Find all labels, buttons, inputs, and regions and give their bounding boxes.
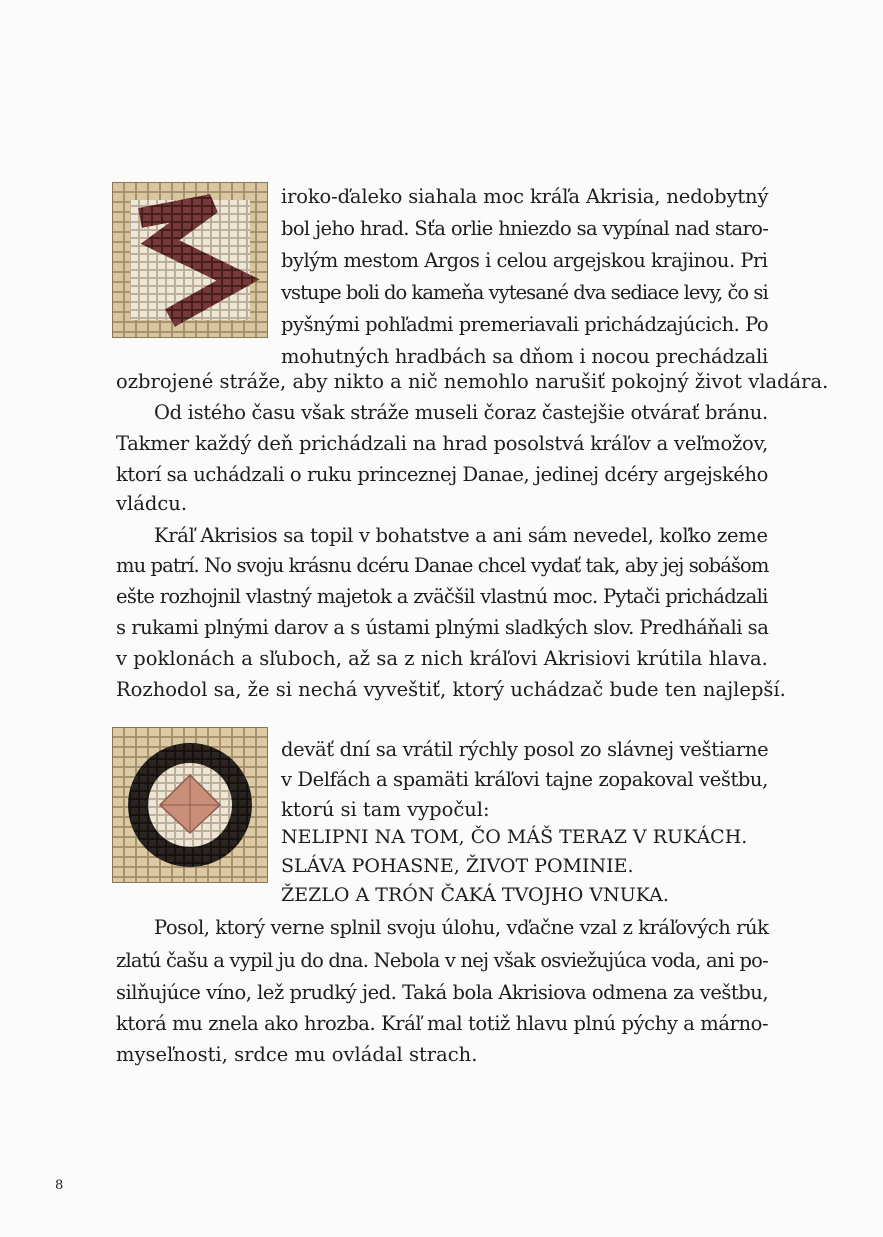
paragraph-1-line: pyšnými pohľadmi premeriavali prichádzajúcich. Po <box>281 313 769 336</box>
paragraph-3-line: v poklonách a sľuboch, až sa z nich kráľovi Akrisiovi krútila hlava. <box>116 647 768 670</box>
paragraph-1-line: vstupe boli do kameňa vytesané dva sediace levy, čo si <box>281 281 768 304</box>
paragraph-5-line: Posol, ktorý verne splnil svoju úlohu, vďačne vzal z kráľových rúk <box>154 916 769 939</box>
paragraph-3-line: Rozhodol sa, že si nechá vyveštiť, ktorý uchádzač bude ten najlepší. <box>116 678 786 701</box>
mosaic-initial-o-image <box>112 727 268 883</box>
paragraph-3-line: Kráľ Akrisios sa topil v bohatstve a ani sám nevedel, koľko zeme <box>154 524 768 547</box>
paragraph-3-line: s rukami plnými darov a s ústami plnými sladkých slov. Predháňali sa <box>116 616 769 639</box>
paragraph-2-line: ktorí sa uchádzali o ruku princeznej Danae, jedinej dcéry argejského <box>116 463 768 486</box>
mosaic-initial-s-image <box>112 182 268 338</box>
page-number: 8 <box>55 1178 64 1193</box>
paragraph-1-line: iroko-ďaleko siahala moc kráľa Akrisia, nedobytný <box>281 185 769 208</box>
paragraph-1-line: bylým mestom Argos i celou argejskou krajinou. Pri <box>281 249 768 272</box>
paragraph-5-line: myseľnosti, srdce mu ovládal strach. <box>116 1043 478 1066</box>
paragraph-4-line: ktorú si tam vypočul: <box>281 798 490 821</box>
prophecy-line: NELIPNI NA TOM, ČO MÁŠ TERAZ V RUKÁCH. <box>281 826 748 848</box>
paragraph-3-line: ešte rozhojnil vlastný majetok a zväčšil vlastnú moc. Pytači prichádzali <box>116 585 768 608</box>
paragraph-1-line: ozbrojené stráže, aby nikto a nič nemohlo narušiť pokojný život vladára. <box>116 370 829 393</box>
paragraph-4-line: v Delfách a spamäti kráľovi tajne zopakoval veštbu, <box>281 768 768 791</box>
paragraph-4-line: deväť dní sa vrátil rýchly posol zo slávnej veštiarne <box>281 738 769 761</box>
paragraph-1-line: mohutných hradbách sa dňom i nocou prechádzali <box>281 345 768 368</box>
paragraph-1-line: bol jeho hrad. Sťa orlie hniezdo sa vypínal nad staro- <box>281 217 769 240</box>
paragraph-5-line: zlatú čašu a vypil ju do dna. Nebola v nej však osviežujúca voda, ani po- <box>116 949 768 972</box>
paragraph-2-line: Od istého času však stráže museli čoraz častejšie otvárať bránu. <box>154 401 768 424</box>
paragraph-2-line: vládcu. <box>116 492 188 515</box>
prophecy-line: ŽEZLO A TRÓN ČAKÁ TVOJHO VNUKA. <box>281 884 669 906</box>
paragraph-5-line: ktorá mu znela ako hrozba. Kráľ mal totiž hlavu plnú pýchy a márno- <box>116 1012 769 1035</box>
prophecy-line: SLÁVA POHASNE, ŽIVOT POMINIE. <box>281 855 634 877</box>
paragraph-3-line: mu patrí. No svoju krásnu dcéru Danae chcel vydať tak, aby jej sobášom <box>116 554 769 577</box>
paragraph-2-line: Takmer každý deň prichádzali na hrad posolstvá kráľov a veľmožov, <box>116 432 769 455</box>
paragraph-5-line: silňujúce víno, lež prudký jed. Taká bola Akrisiova odmena za veštbu, <box>116 981 769 1004</box>
